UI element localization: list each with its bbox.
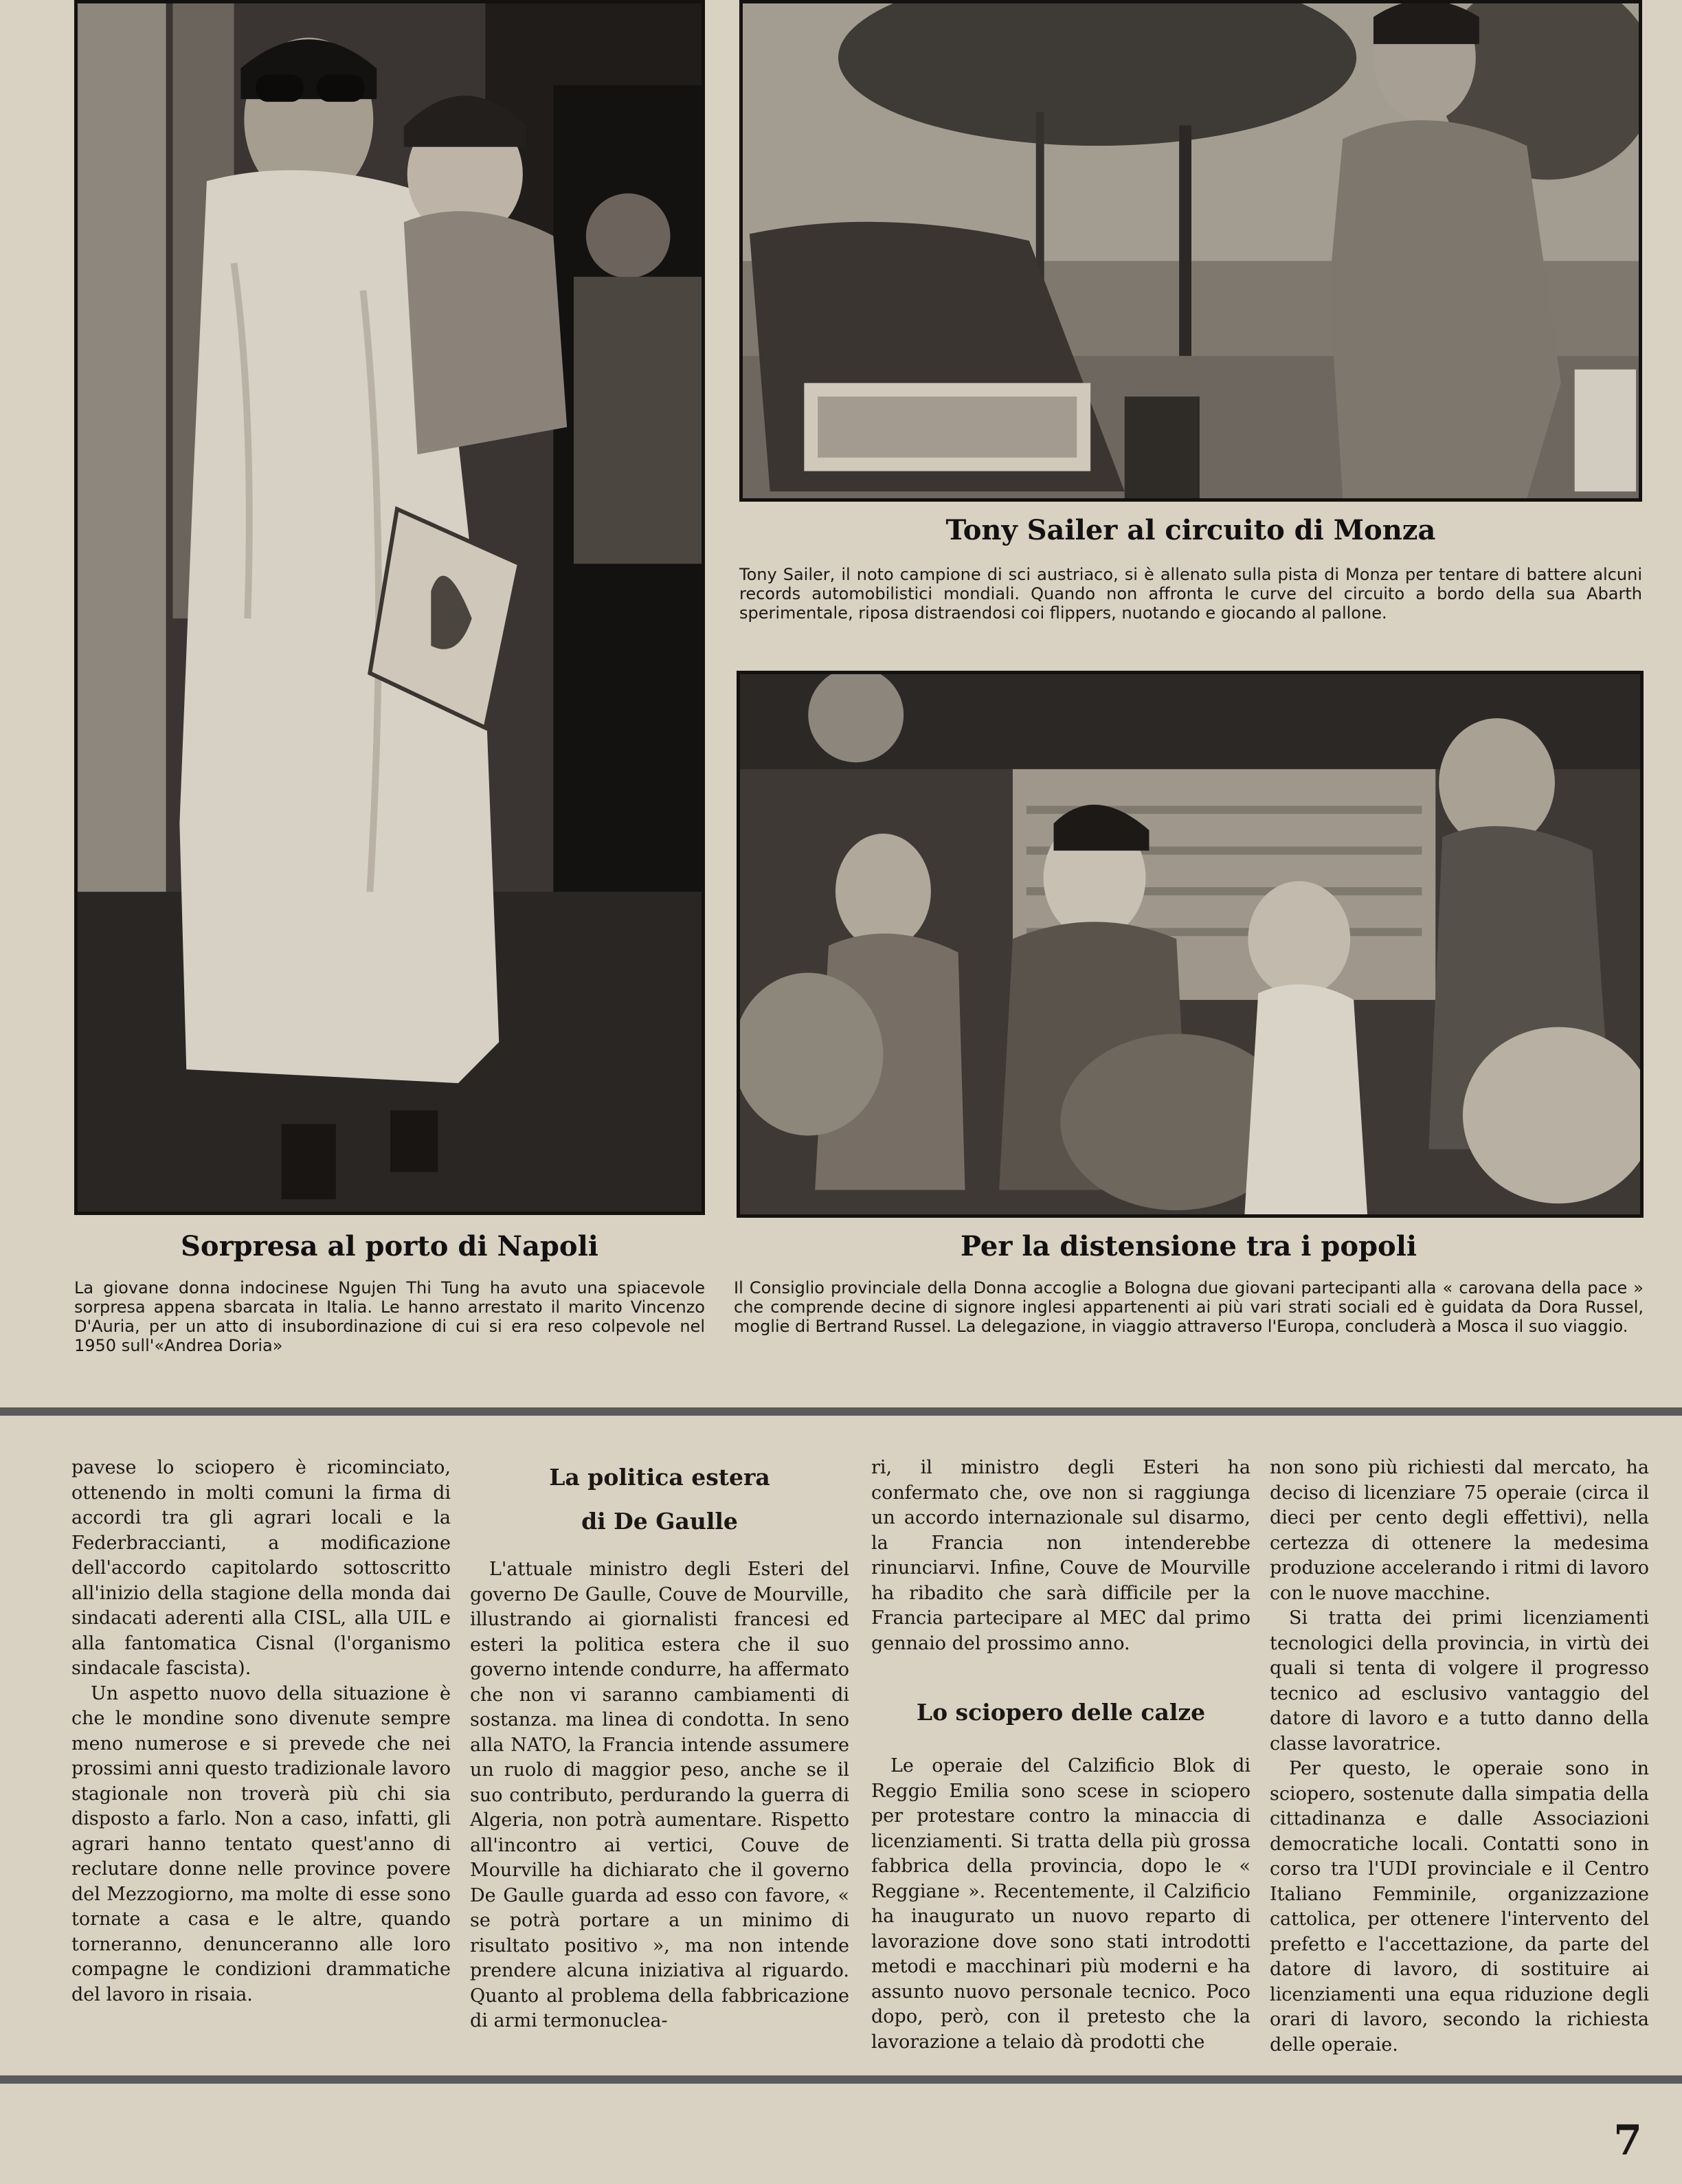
de-gaulle-heading [470, 1456, 849, 1544]
photo-monza [739, 0, 1642, 502]
bologna-caption: Il Consiglio provinciale della Donna accoglie a Bologna due giovani partecipanti alla « carovana della pace » che comprende decine di signore inglesi appartenenti ai più vari strati sociali ed è guidata da Dora Russel, moglie di Bertrand Russel. La delegazione, in viaggio attraverso l'Europa, concluderà a Mosca il suo viaggio. [734, 1278, 1644, 1336]
monza-caption: Tony Sailer, il noto campione di sci austriaco, si è allenato sulla pista di Monza per tentare di battere alcuni records automobilistici mondiali. Quando non affronta le curve del circuito a bordo della sua Abarth sperimentale, riposa distraendosi coi flippers, nuotando e giocando al pallone. [739, 565, 1642, 623]
col1-paragraph-1: pavese lo sciopero è ricominciato, ottenendo in molti comuni la firma di accordi tra gli agrari locali e la Federbraccianti, a modificazione dell'accordo capitolardo sottoscritto all'inizio della stagione della monda dai sindacati aderenti alla CISL, alla UIL e alla fantomatica Cisnal (l'organismo sindacale fascista). [71, 1457, 451, 1679]
article-column-3 [871, 1456, 1251, 2055]
calze-heading: Lo sciopero delle calze [916, 1699, 1206, 1726]
top-rule [0, 1407, 1682, 1416]
col2-paragraph-1: L'attuale ministro degli Esteri del governo De Gaulle, Couve de Mourville, illustrando ai giornalisti francesi ed esteri la politica estera che il suo governo intende condurre, ha affermato che non vi saranno cambiamenti di sostanza. ma linea di condotta. In seno alla NATO, la Francia intende assumere un ruolo di maggior peso, anche se il suo contributo, perdurando la guerra di Algeria, non potrà aumentare. Rispetto all'incontro ai vertici, Couve de Mourville ha dichiarato che il governo De Gaulle guarda ad esso con favore, « se potrà portare a un minimo di risultato positivo », ma non intende prendere alcuna iniziativa al riguardo. Quanto al problema della fabbricazione di armi termonuclea- [470, 1559, 849, 2031]
de-gaulle-heading-line2: di De Gaulle [581, 1508, 738, 1535]
col1-paragraph-2: Un aspetto nuovo della situazione è che le mondine sono divenute sempre meno numerose e si prevede che nei prossimi anni questo tradizionale lavoro stagionale non troverà più chi sia disposto a farlo. Non a caso, infatti, gli agrari hanno tentato quest'anno di reclutare donne nelle province povere del Mezzogiorno, ma molte di esse sono tornate a casa e le altre, quando torneranno, denunceranno alle loro compagne le condizioni drammatiche del lavoro in risaia. [71, 1682, 451, 2005]
photo-bologna [737, 671, 1644, 1218]
photo-napoli [74, 0, 705, 1215]
article-column-1 [71, 1456, 451, 2007]
photo-man-jukebox-icon [743, 3, 1639, 498]
bologna-title: Per la distensione tra i popoli [960, 1230, 1417, 1262]
page-number: 7 [1613, 2117, 1642, 2165]
article-column-2 [470, 1456, 849, 2034]
bottom-rule [0, 2075, 1682, 2084]
col4-paragraph-2: Si tratta dei primi licenziamenti tecnologici della provincia, in virtù dei quali si tenta di volgere il progresso tecnico ad esclusivo vantaggio del datore di lavoro e a tutto danno della classe lavoratrice. [1270, 1607, 1649, 1754]
col4-paragraph-3: Per questo, le operaie sono in sciopero, sostenute dalla simpatia della cittadinanza e dalle Associazioni democratiche locali. Contatti sono in corso tra l'UDI provinciale e il Centro Italiano Femminile, organizzazione cattolica, per ottenere l'intervento del prefetto e l'accettazione, da parte del datore di lavoro, di sostituire ai licenziamenti una equa riduzione degli orari di lavoro, secondo la richiesta delle operaie. [1270, 1758, 1649, 2055]
col4-paragraph-1: non sono più richiesti dal mercato, ha deciso di licenziare 75 operaie (circa il dieci per cento degli effettivi), nella certezza di ottenere la medesima produzione accelerando i ritmi di lavoro con le nuove macchine. [1270, 1457, 1649, 1604]
col3-paragraph-1: ri, il ministro degli Esteri ha confermato che, ove non si raggiunga un accordo internazionale sul disarmo, la Francia non intenderebbe rinunciarvi. Infine, Couve de Mourville ha ribadito che sarà difficile per la Francia partecipare al MEC dal primo gennaio del prossimo anno. [871, 1457, 1251, 1654]
photo-woman-child-port-icon [78, 3, 702, 1212]
de-gaulle-heading-line1: La politica estera [549, 1464, 770, 1491]
monza-title: Tony Sailer al circuito di Monza [945, 514, 1436, 546]
napoli-caption: La giovane donna indocinese Ngujen Thi Tung ha avuto una spiacevole sorpresa appena sbarcata in Italia. Le hanno arrestato il marito Vincenzo D'Auria, per un atto di insubordinazione di cui si era reso colpevole nel 1950 sull'«Andrea Doria» [74, 1278, 705, 1355]
col3-paragraph-2: Le operaie del Calzificio Blok di Reggio Emilia sono scese in sciopero per protestare contro la minaccia di licenziamenti. Si tratta della più grossa fabbrica della provincia, dopo le « Reggiane ». Recentemente, il Calzificio ha inaugurato un nuovo reparto di lavorazione dove sono stati introdotti metodi e macchinari più moderni e ha assunto nuovo personale tecnico. Poco dopo, però, con il pretesto che la lavorazione a telaio dà prodotti che [871, 1755, 1251, 2053]
napoli-title: Sorpresa al porto di Napoli [181, 1230, 598, 1262]
photo-women-flowers-icon [740, 674, 1640, 1214]
article-column-4 [1270, 1456, 1649, 2058]
